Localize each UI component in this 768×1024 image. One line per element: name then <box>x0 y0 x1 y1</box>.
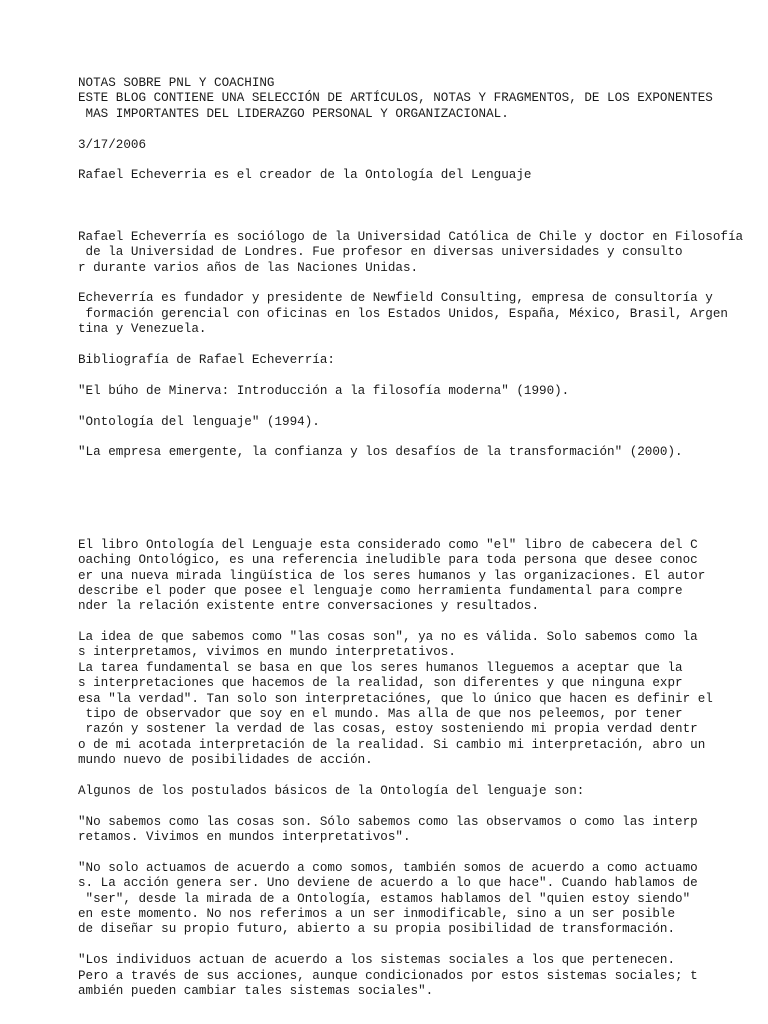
book-intro-line: El libro Ontología del Lenguaje esta considerado como "el" libro de cabecera del C <box>78 537 698 552</box>
idea-line: s interpretamos, vivimos en mundo interpretativos. <box>78 645 456 660</box>
founder-line: formación gerencial con oficinas en los Estados Unidos, España, México, Brasil, Argen <box>78 306 728 321</box>
idea-line: o de mi acotada interpretación de la realidad. Si cambio mi interpretación, abro un <box>78 737 706 752</box>
idea-line: tipo de observador que soy en el mundo. Mas alla de que nos peleemos, por tener <box>78 707 683 722</box>
book-intro-line: nder la relación existente entre conversaciones y resultados. <box>78 599 540 614</box>
postulate-line: Pero a través de sus acciones, aunque condicionados por estos sistemas sociales; t <box>78 968 698 983</box>
bibliography-heading: Bibliografía de Rafael Echeverría: <box>78 353 335 368</box>
postulate-line: s. La acción genera ser. Uno deviene de acuerdo a lo que hace". Cuando hablamos de <box>78 876 698 891</box>
book-item: "Ontología del lenguaje" (1994). <box>78 414 320 429</box>
blog-description-line: MAS IMPORTANTES DEL LIDERAZGO PERSONAL Y ORGANIZACIONAL. <box>78 106 509 121</box>
book-item: "El búho de Minerva: Introducción a la filosofía moderna" (1990). <box>78 383 570 398</box>
bio-line: Rafael Echeverría es sociólogo de la Universidad Católica de Chile y doctor en Filosofía <box>78 229 744 244</box>
post-date: 3/17/2006 <box>78 137 147 152</box>
post-title: Rafael Echeverria es el creador de la Ontología del Lenguaje <box>78 168 532 183</box>
postulate-line: "ser", desde la mirada de a Ontología, estamos hablamos del "quien estoy siendo" <box>78 891 691 906</box>
postulate-line: "Los individuos actuan de acuerdo a los sistemas sociales a los que pertenecen. <box>78 953 676 968</box>
founder-line: Echeverría es fundador y presidente de Newfield Consulting, empresa de consultoría y <box>78 291 713 306</box>
postulate-line: en este momento. No nos referimos a un ser inmodificable, sino a un ser posible <box>78 907 676 922</box>
idea-line: La tarea fundamental se basa en que los seres humanos lleguemos a aceptar que la <box>78 660 683 675</box>
document-page <box>78 76 762 999</box>
founder-line: tina y Venezuela. <box>78 322 207 337</box>
bio-line: de la Universidad de Londres. Fue profesor en diversas universidades y consulto <box>78 245 683 260</box>
idea-line: mundo nuevo de posibilidades de acción. <box>78 753 373 768</box>
idea-line: esa "la verdad". Tan solo son interpretaciónes, que lo único que hacen es definir el <box>78 691 713 706</box>
book-item: "La empresa emergente, la confianza y los desafíos de la transformación" (2000). <box>78 445 683 460</box>
book-intro-line: describe el poder que posee el lenguaje como herramienta fundamental para compre <box>78 583 683 598</box>
postulate-line: ambién pueden cambiar tales sistemas sociales". <box>78 984 434 999</box>
idea-line: La idea de que sabemos como "las cosas son", ya no es válida. Solo sabemos como la <box>78 630 698 645</box>
postulate-line: "No sabemos como las cosas son. Sólo sabemos como las observamos o como las interp <box>78 814 698 829</box>
postulates-heading: Algunos de los postulados básicos de la Ontología del lenguaje son: <box>78 783 585 798</box>
postulate-line: "No solo actuamos de acuerdo a como somos, también somos de acuerdo a como actuamo <box>78 860 698 875</box>
bio-line: r durante varios años de las Naciones Unidas. <box>78 260 419 275</box>
blog-description-line: ESTE BLOG CONTIENE UNA SELECCIÓN DE ARTÍCULOS, NOTAS Y FRAGMENTOS, DE LOS EXPONENTES <box>78 91 713 106</box>
postulate-line: retamos. Vivimos en mundos interpretativos". <box>78 830 411 845</box>
blog-title: NOTAS SOBRE PNL Y COACHING <box>78 76 275 90</box>
idea-line: razón y sostener la verdad de las cosas, estoy sosteniendo mi propia verdad dentr <box>78 722 698 737</box>
book-intro-line: oaching Ontológico, es una referencia ineludible para toda persona que desee conoc <box>78 553 698 568</box>
book-intro-line: er una nueva mirada lingüística de los seres humanos y las organizaciones. El autor <box>78 568 706 583</box>
postulate-line: de diseñar su propio futuro, abierto a su propia posibilidad de transformación. <box>78 922 676 937</box>
idea-line: s interpretaciones que hacemos de la realidad, son diferentes y que ninguna expr <box>78 676 683 691</box>
